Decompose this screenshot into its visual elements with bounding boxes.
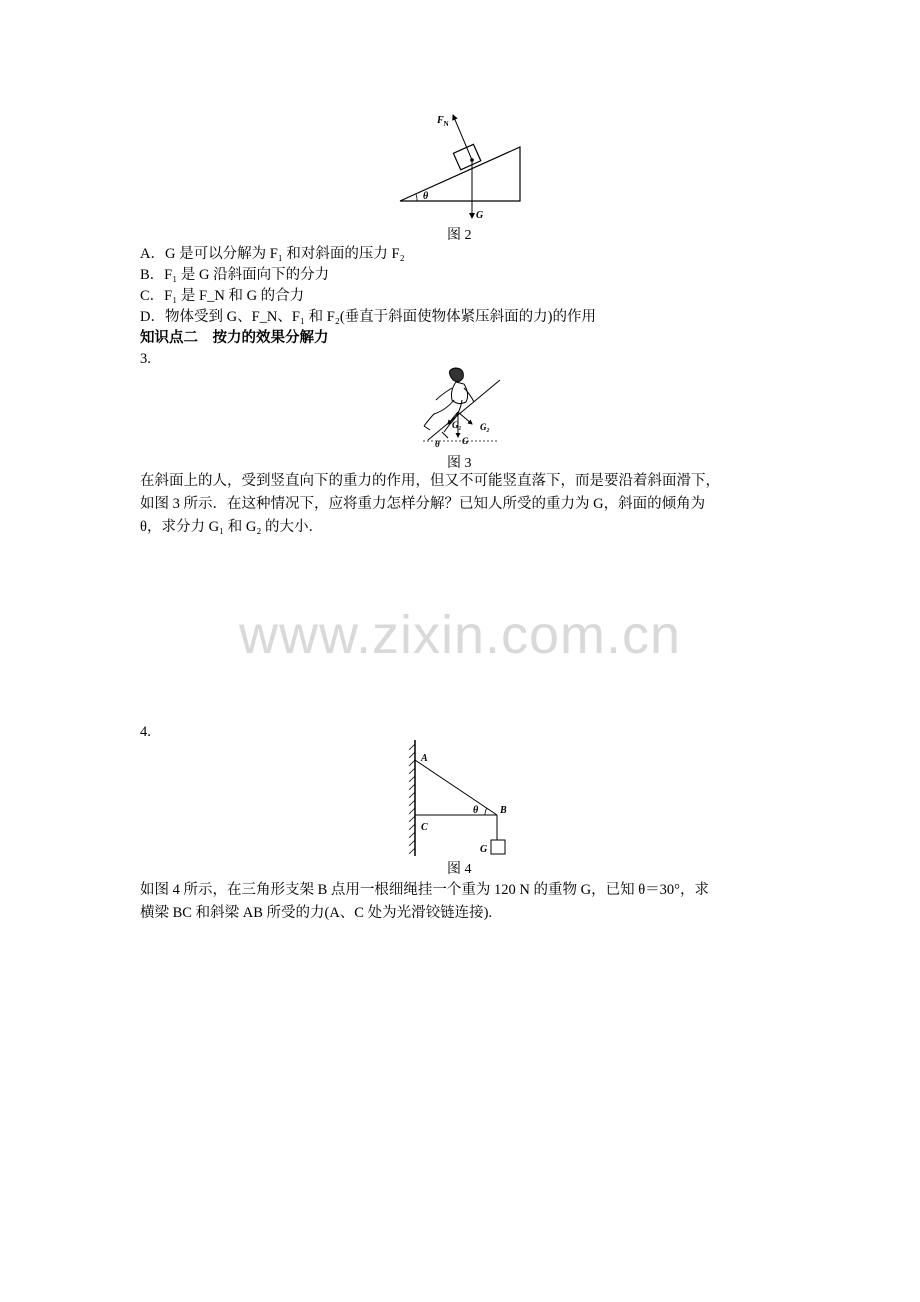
theta-label: θ xyxy=(473,805,479,816)
theta-arc xyxy=(485,808,487,815)
question-3-text-line-2: 如图 3 所示．在这种情况下，应将重力怎样分解？已知人所受的重力为 G，斜面的倾角为 xyxy=(140,496,706,512)
beam-ab xyxy=(415,760,497,815)
option-c: C．F₁ 是 F_N 和 G 的合力 xyxy=(140,288,305,304)
option-d: D．物体受到 G、F_N、F₁ 和 F₂(垂直于斜面使物体紧压斜面的力)的作用 xyxy=(140,309,596,325)
option-b: B．F₁ 是 G 沿斜面向下的分力 xyxy=(140,267,330,283)
label-c: C xyxy=(421,822,428,833)
label-b: B xyxy=(500,805,507,816)
option-a: A．G 是可以分解为 F₁ 和对斜面的压力 F₂ xyxy=(140,246,405,262)
figure-4-bracket-diagram xyxy=(405,738,515,860)
question-4-text-line-2: 横梁 BC 和斜梁 AB 所受的力(A、C 处为光滑铰链连接). xyxy=(140,905,493,921)
figure-3-slide-diagram xyxy=(418,362,508,452)
theta-arc xyxy=(416,194,417,201)
section-heading: 知识点二 按力的效果分解力 xyxy=(140,330,329,346)
g1-label: G₁ xyxy=(452,420,462,430)
question-3-text-line-1: 在斜面上的人，受到竖直向下的重力的作用，但又不可能竖直落下，而是要沿着斜面滑下， xyxy=(140,473,720,489)
theta-label: θ xyxy=(423,191,429,202)
question-4-text-line-1: 如图 4 所示，在三角形支架 B 点用一根细绳挂一个重为 120 N 的重物 G，已知 θ＝30°，求 xyxy=(140,882,709,898)
watermark: www.zixin.com.cn xyxy=(238,605,682,665)
question-4-number: 4. xyxy=(140,724,151,740)
figure-4-caption: 图 4 xyxy=(447,862,472,877)
figure-2-incline-diagram xyxy=(395,105,530,225)
label-a: A xyxy=(421,753,428,764)
question-3-number: 3. xyxy=(140,351,151,367)
wall-hatching xyxy=(409,744,415,854)
g2-label: G₂ xyxy=(480,422,490,432)
label-g: G xyxy=(480,844,488,855)
fn-label: $F_N$ xyxy=(437,115,449,128)
weight-box xyxy=(491,840,505,854)
figure-2-caption: 图 2 xyxy=(447,228,472,243)
theta-label: θ xyxy=(435,439,440,449)
figure-3-caption: 图 3 xyxy=(447,456,472,471)
g-label: G xyxy=(476,210,484,221)
person-figure xyxy=(424,368,474,438)
question-3-text-line-3: θ，求分力 G₁ 和 G₂ 的大小． xyxy=(140,519,323,535)
g-label: G xyxy=(462,436,469,446)
